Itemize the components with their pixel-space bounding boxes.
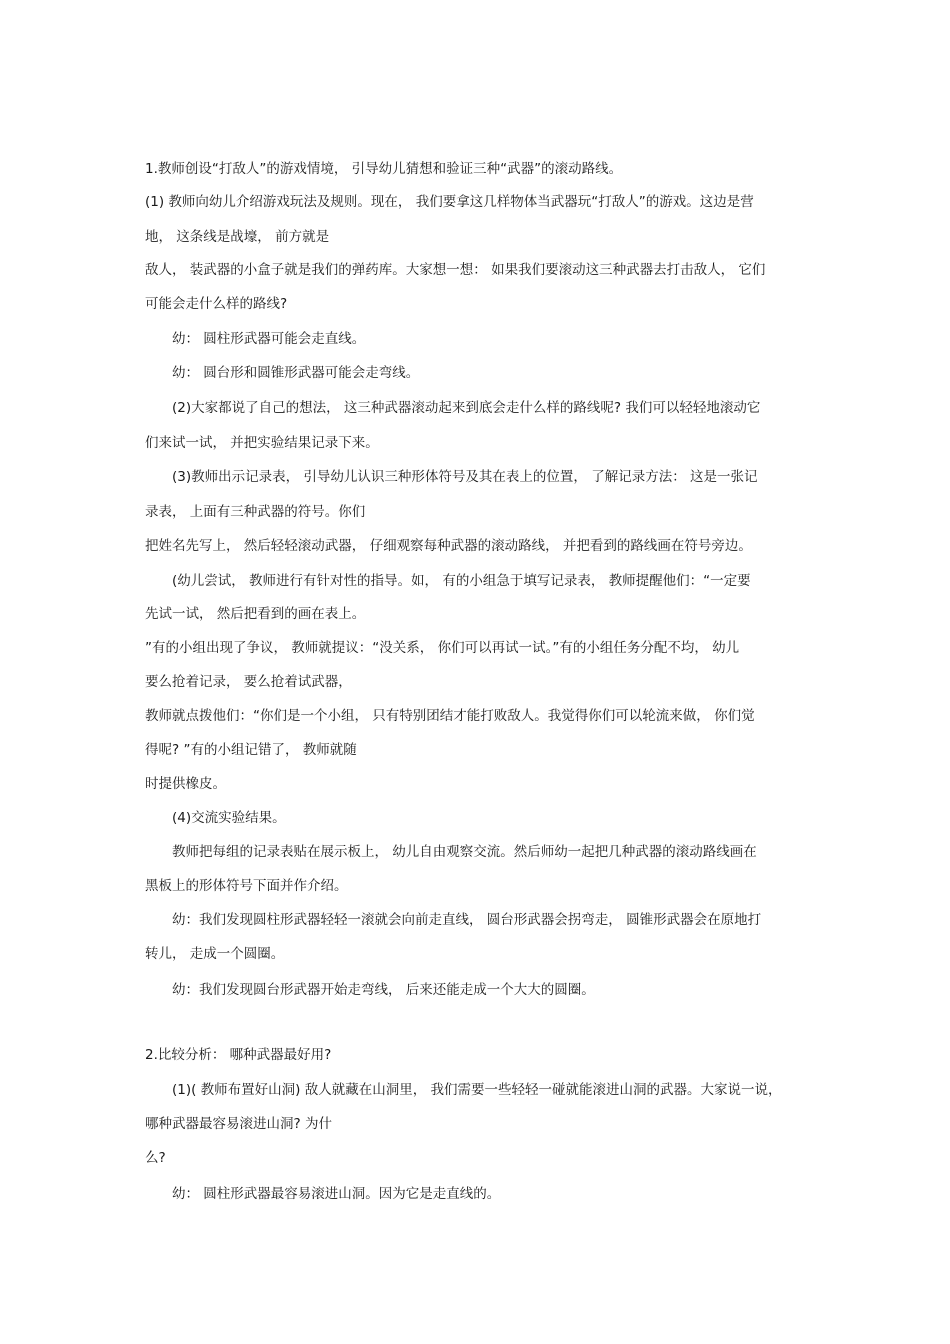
paragraph-line: 教师就点拨他们：“你们是一个小组， 只有特别团结才能打败敌人。我觉得你们可以轮流来做， 你们觉	[145, 708, 755, 724]
paragraph-line: (1)( 教师布置好山洞) 敌人就藏在山洞里， 我们需要一些轻轻一碰就能滚进山洞的武器。大家说一说，	[172, 1082, 782, 1098]
section-heading: 1.教师创设“打敌人”的游戏情境， 引导幼儿猜想和验证三种“武器”的滚动路线。	[145, 161, 623, 177]
paragraph-line: 地， 这条线是战壕， 前方就是	[145, 229, 330, 245]
paragraph-line: 黑板上的形体符号下面并作介绍。	[145, 878, 348, 894]
paragraph-line: 录表， 上面有三种武器的符号。你们	[145, 504, 366, 520]
paragraph-line: 教师把每组的记录表贴在展示板上， 幼儿自由观察交流。然后师幼一起把几种武器的滚动路线画在	[172, 844, 757, 860]
paragraph-line: 可能会走什么样的路线?	[145, 296, 288, 312]
paragraph-line: 先试一试， 然后把看到的画在表上。	[145, 606, 366, 622]
paragraph-line: 得呢? ”有的小组记错了， 教师就随	[145, 742, 357, 758]
dialogue-line: 幼：我们发现圆柱形武器轻轻一滚就会向前走直线， 圆台形武器会拐弯走， 圆锥形武器会在原地打	[172, 912, 762, 928]
paragraph-line: (3)教师出示记录表， 引导幼儿认识三种形体符号及其在表上的位置， 了解记录方法： 这是一张记	[172, 469, 758, 485]
paragraph-line: 么?	[145, 1150, 166, 1166]
paragraph-line: ”有的小组出现了争议， 教师就提议：“没关系， 你们可以再试一试。”有的小组任务分配不均， 幼儿	[145, 640, 740, 656]
paragraph-line: 哪种武器最容易滚进山洞? 为什	[145, 1116, 332, 1132]
paragraph-line: 要么抢着记录， 要么抢着试武器，	[145, 674, 352, 690]
dialogue-line: 幼：我们发现圆台形武器开始走弯线， 后来还能走成一个大大的圆圈。	[172, 982, 595, 998]
paragraph-line: 转儿， 走成一个圆圈。	[145, 946, 285, 962]
paragraph-line: 们来试一试， 并把实验结果记录下来。	[145, 435, 379, 451]
paragraph-line: 时提供橡皮。	[145, 776, 226, 792]
paragraph-line: (1) 教师向幼儿介绍游戏玩法及规则。现在， 我们要拿这几样物体当武器玩“打敌人”的游戏。这边是营	[145, 194, 754, 210]
section-heading: 2.比较分析： 哪种武器最好用?	[145, 1047, 332, 1063]
paragraph-line: (4)交流实验结果。	[172, 810, 286, 826]
dialogue-line: 幼： 圆台形和圆锥形武器可能会走弯线。	[172, 365, 420, 381]
dialogue-line: 幼： 圆柱形武器最容易滚进山洞。因为它是走直线的。	[172, 1186, 501, 1202]
paragraph-line: (2)大家都说了自己的想法， 这三种武器滚动起来到底会走什么样的路线呢? 我们可以轻轻地滚动它	[172, 400, 761, 416]
dialogue-line: 幼： 圆柱形武器可能会走直线。	[172, 331, 366, 347]
paragraph-line: (幼儿尝试， 教师进行有针对性的指导。如， 有的小组急于填写记录表， 教师提醒他们：“一定要	[172, 573, 751, 589]
paragraph-line: 把姓名先写上， 然后轻轻滚动武器， 仔细观察每种武器的滚动路线， 并把看到的路线画在符号旁边。	[145, 538, 752, 554]
paragraph-line: 敌人， 装武器的小盒子就是我们的弹药库。大家想一想： 如果我们要滚动这三种武器去打击敌人， 它们	[145, 262, 766, 278]
